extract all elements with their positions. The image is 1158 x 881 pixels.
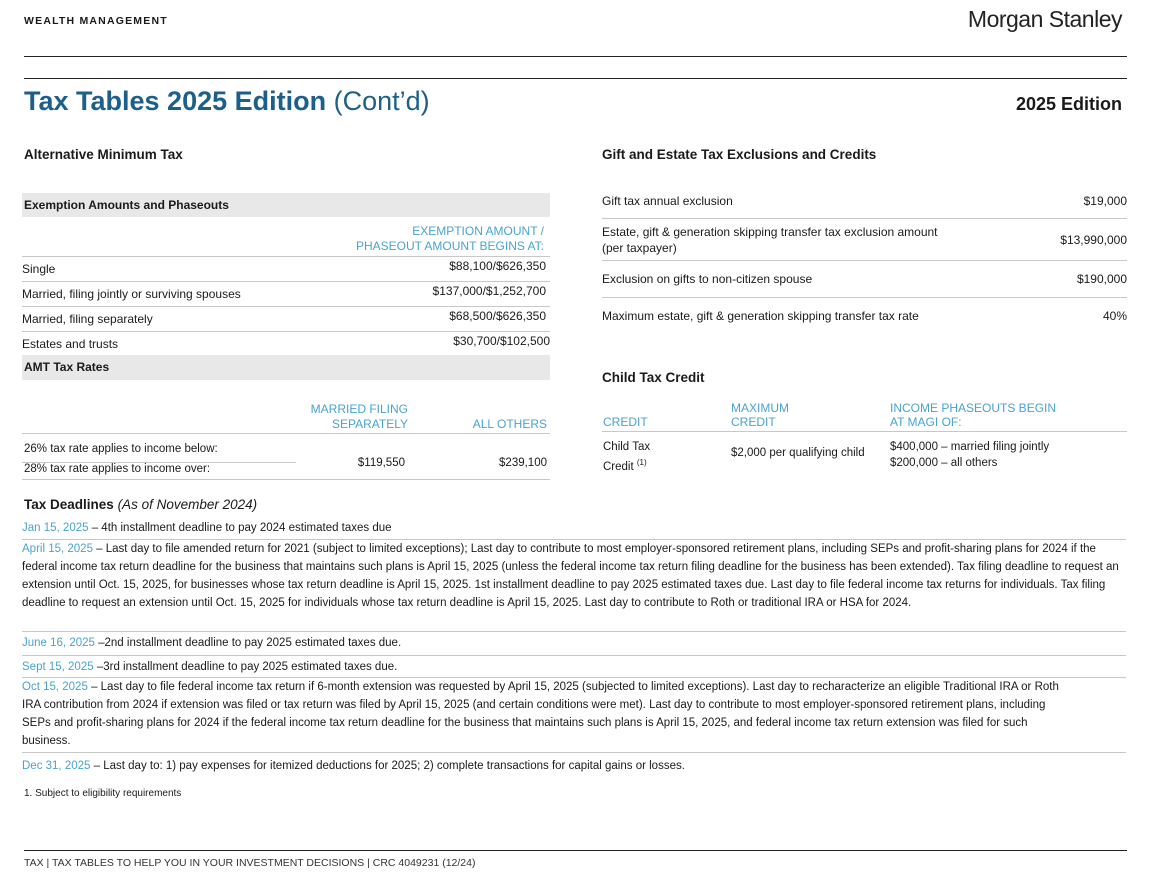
married-separately-header [280,402,408,432]
exemption-col-header-2: PHASEOUT AMOUNT BEGINS AT: [355,239,544,253]
deadline-date: Jan 15, 2025 [22,522,89,534]
row-label-line1: Estate, gift & generation skipping transfer tax exclusion amount [602,224,938,239]
ctc-credit-text: Credit [603,460,634,473]
row-label: Single [22,262,56,276]
title-main: Tax Tables 2025 Edition [24,86,327,116]
table-row [22,282,550,307]
ctc-credit-line1: Child Tax [603,441,651,453]
deadline-item [22,519,1126,537]
table-row [22,332,550,357]
deadline-text: – Last day to file federal income tax return if 6-month extension was requested by April 15, 2025 (subjected to limited exceptions). Last day to recharacterize an eligible Traditional IRA or Roth IRA contribution from 2024 if extension was filed or tax return was filed by April 15, 2025 (and certain conditions were met). Last day to contribute to most employer-sponsored retirement plans, including SEPs and profit-sharing plans for 2024 if the federal income tax return deadline for the business that maintains such plans is April 15, 2025, and federal income tax return extension was filed for such business. [22,681,1059,747]
gift-table [602,183,1127,334]
table-row [22,256,550,282]
ctc-phaseout-header-1: INCOME PHASEOUTS BEGIN [890,401,1057,415]
table-row [602,261,1127,298]
footer-text: TAX | TAX TABLES TO HELP YOU IN YOUR INVESTMENT DECISIONS | CRC 4049231 (12/24) [24,857,476,869]
row-value: $88,100/$626,350 [449,259,546,273]
header-rule [24,56,1127,57]
deadline-item [22,540,1126,612]
all-others-header: ALL OTHERS [472,417,547,431]
ctc-max-header [731,401,789,429]
row-value: $13,990,000 [1060,232,1127,247]
row-value: $19,000 [1083,193,1127,208]
exemption-bar: Exemption Amounts and Phaseouts [22,193,550,217]
amt-rates-bar: AMT Tax Rates [22,355,550,380]
deadline-rule [22,752,1126,753]
row-value: $190,000 [1076,272,1127,286]
ctc-phaseout-value [890,439,1049,471]
row-label: Married, filing jointly or surviving spouses [22,287,241,301]
title-cont: (Cont’d) [333,86,430,116]
deadline-item [22,757,1126,775]
rates-col1-line2: SEPARATELY [331,417,408,431]
row-label-line2: (per taxpayer) [602,240,677,255]
row-label: Married, filing separately [22,312,153,326]
deadline-date: Oct 15, 2025 [22,681,88,693]
ctc-max-header-2: CREDIT [731,415,776,429]
title-rule [24,78,1127,79]
ctc-credit-header: CREDIT [603,415,648,429]
deadline-item [22,658,1126,676]
ctc-max-value: $2,000 per qualifying child [731,447,865,459]
row-value: $68,500/$626,350 [449,309,546,323]
exemption-col-header [300,224,544,254]
deadline-date: Sept 15, 2025 [22,661,94,673]
morgan-stanley-logo: Morgan Stanley [967,6,1122,32]
ctc-phaseout-line2: $200,000 – all others [890,457,998,469]
gift-section-title: Gift and Estate Tax Exclusions and Credits [602,147,877,162]
deadline-rule [22,631,1126,632]
row-value: $137,000/$1,252,700 [432,284,546,298]
rate-value-all-others: $239,100 [499,457,547,469]
deadline-rule [22,655,1126,656]
deadline-text: –3rd installment deadline to pay 2025 estimated taxes due. [96,661,398,673]
ctc-credit-line2 [603,455,650,475]
edition-label: 2025 Edition [1015,94,1122,114]
ctc-phaseout-header-2: AT MAGI OF: [890,415,962,429]
ctc-credit-footnote-ref: (1) [636,458,647,467]
ctc-max-header-1: MAXIMUM [731,401,789,415]
rates-header-rule [22,433,550,434]
rates-col1-line1: MARRIED FILING [310,402,408,416]
ctc-credit-cell [603,439,650,475]
row-value: 40% [1102,309,1127,323]
deadline-date: June 16, 2025 [22,637,95,649]
page-title [24,86,430,117]
row-label: Exclusion on gifts to non-citizen spouse [602,272,813,286]
deadline-text: –2nd installment deadline to pay 2025 estimated taxes due. [98,637,402,649]
deadlines-title-text: Tax Deadlines [24,497,114,512]
row-label: Gift tax annual exclusion [602,193,733,208]
table-row [602,219,1127,261]
deadline-text: – Last day to: 1) pay expenses for itemized deductions for 2025; 2) complete transactions for capital gains or losses. [93,760,685,772]
deadline-date: April 15, 2025 [22,543,93,555]
table-row [602,183,1127,219]
ctc-section-title: Child Tax Credit [602,370,705,385]
row-value: $30,700/$102,500 [453,334,550,348]
rate-row-26: 26% tax rate applies to income below: [24,443,218,455]
footnote: 1. Subject to eligibility requirements [24,788,182,799]
deadline-item [22,678,1062,750]
ctc-header-rule [602,431,1127,432]
exemption-col-header-1: EXEMPTION AMOUNT / [412,224,544,238]
header-label: WEALTH MANAGEMENT [24,15,168,27]
ctc-phaseout-header [890,401,1056,429]
deadline-text: – 4th installment deadline to pay 2024 estimated taxes due [91,522,392,534]
deadline-date: Dec 31, 2025 [22,760,91,772]
deadline-item [22,634,1126,652]
deadlines-title-note: (As of November 2024) [117,497,258,512]
exemption-table [22,256,550,357]
rate-value-married-separately: $119,550 [357,457,405,469]
table-row [22,307,550,332]
deadline-text: – Last day to file amended return for 2021 (subject to limited exceptions); Last day to contribute to most employer-sponsored retirement plans, including SEPs and profit-sharing plans for 2024 if the federal income tax return deadline for the business that maintains such plans is April 15, 2025 (unless the federal income tax return filing deadline for the business has been extended). Tax filing deadline to request an extension until Oct. 15, 2025, for businesses whose tax return deadline is April 15, 2025. 1st installment deadline to pay 2025 estimated taxes due. Last day to file federal income tax returns for individuals. Tax filing deadline to request an extension until Oct. 15, 2025 for individuals whose tax return deadline is April 15, 2025. Last day to contribute to Roth or traditional IRA or HSA for 2024. [22,543,1119,609]
deadlines-title [24,497,257,512]
footer-rule [24,850,1127,851]
rate-row-28: 28% tax rate applies to income over: [24,463,211,475]
ctc-phaseout-line1: $400,000 – married filing jointly [890,441,1050,453]
table-row [602,298,1127,334]
rates-bottom-rule [22,479,550,480]
amt-section-title: Alternative Minimum Tax [24,147,183,162]
row-label: Estates and trusts [22,337,119,351]
row-label [602,224,938,256]
row-label: Maximum estate, gift & generation skipping transfer tax rate [602,309,919,323]
